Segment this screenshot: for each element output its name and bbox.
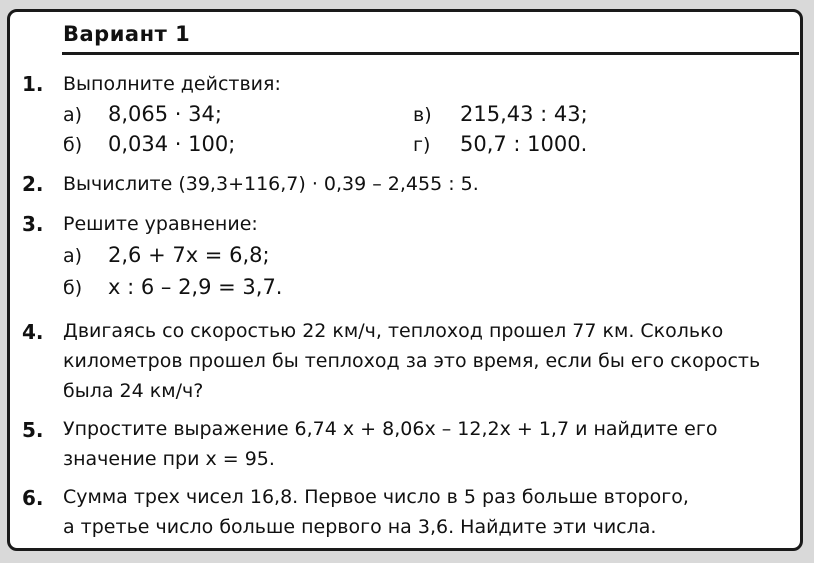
task-4-line-2: километров прошел бы теплоход за это время, если бы его скорость — [63, 350, 761, 372]
task-3b-expr: x : 6 – 2,9 = 3,7. — [108, 275, 283, 299]
task-1b-label: б) — [63, 134, 83, 156]
task-3-number: 3. — [22, 212, 44, 236]
task-5-line-1: Упростите выражение 6,74 x + 8,06x – 12,2x + 1,7 и найдите его — [63, 418, 718, 440]
task-3a-expr: 2,6 + 7x = 6,8; — [108, 243, 270, 267]
task-6-number: 6. — [22, 486, 44, 510]
task-1-number: 1. — [22, 72, 44, 96]
task-3-text: Решите уравнение: — [63, 213, 258, 235]
task-3a-label: а) — [63, 245, 83, 267]
task-1a-label: а) — [63, 104, 83, 126]
task-4-number: 4. — [22, 320, 44, 344]
task-2-number: 2. — [22, 172, 44, 196]
task-1d-expr: 50,7 : 1000. — [460, 132, 588, 156]
task-5-line-2: значение при x = 95. — [63, 448, 275, 470]
task-1c-expr: 215,43 : 43; — [460, 102, 588, 126]
task-5-number: 5. — [22, 418, 44, 442]
task-4-line-1: Двигаясь со скоростью 22 км/ч, теплоход прошел 77 км. Сколько — [63, 320, 724, 342]
task-2-text: Вычислите (39,3+116,7) · 0,39 – 2,455 : 5. — [63, 173, 479, 195]
task-1a-expr: 8,065 · 34; — [108, 102, 222, 126]
task-6-line-2: а третье число больше первого на 3,6. Найдите эти числа. — [63, 516, 657, 538]
task-1b-expr: 0,034 · 100; — [108, 132, 236, 156]
task-1d-label: г) — [413, 134, 431, 156]
task-4-line-3: была 24 км/ч? — [63, 380, 204, 402]
task-3b-label: б) — [63, 277, 83, 299]
task-1c-label: в) — [413, 104, 432, 126]
task-1-text: Выполните действия: — [63, 73, 281, 95]
worksheet-title: Вариант 1 — [63, 22, 191, 46]
worksheet-card — [7, 9, 803, 551]
task-6-line-1: Сумма трех чисел 16,8. Первое число в 5 раз больше второго, — [63, 486, 689, 508]
title-underline — [62, 52, 799, 55]
